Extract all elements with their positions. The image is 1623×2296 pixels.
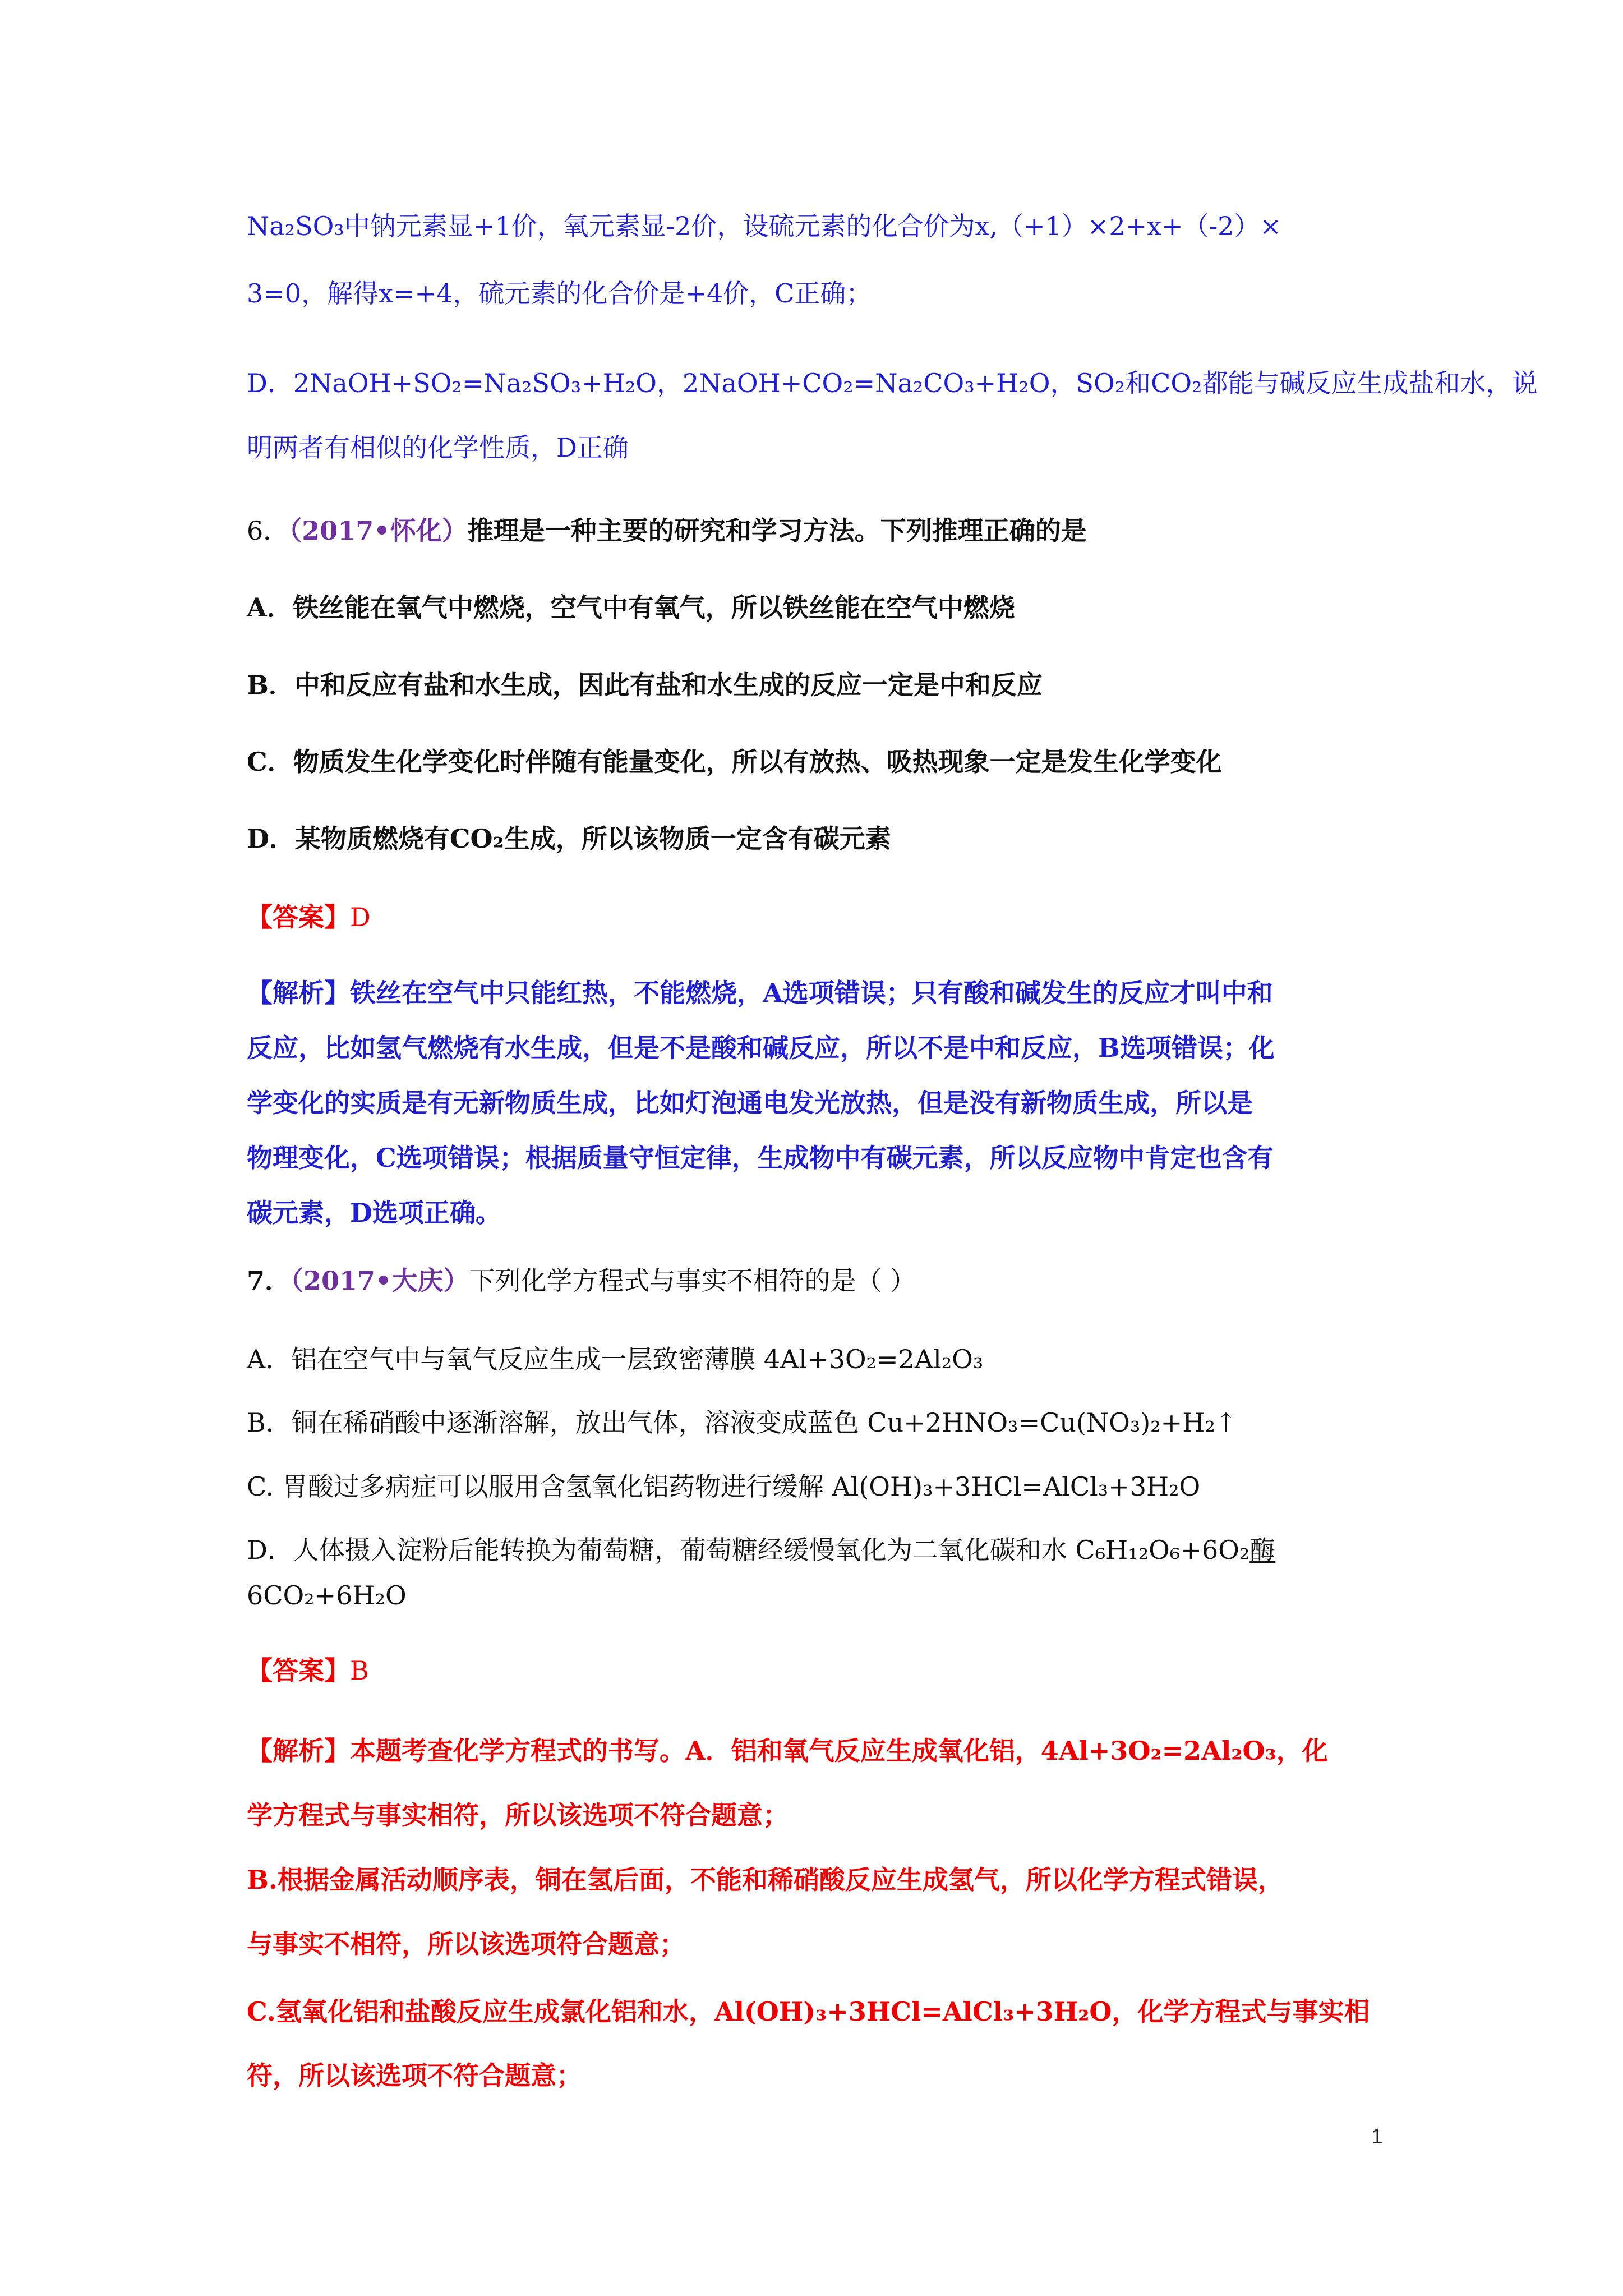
text: 铁丝在空气中只能红热，不能燃烧，A选项错误；只有酸和碱发生的反应才叫中和: [350, 978, 1273, 1008]
text: A．铁丝能在氧气中燃烧，空气中有氧气，所以铁丝能在空气中燃烧: [247, 592, 1015, 623]
option-b: [247, 669, 1396, 701]
analysis-7: [247, 1735, 1396, 1766]
option-d: [247, 1534, 1396, 1566]
analysis-label: 【解析】: [247, 978, 350, 1008]
text: A．铝在空气中与氧气反应生成一层致密薄膜 4Al+3O₂=2Al₂O₃: [247, 1344, 984, 1374]
text: B．铜在稀硝酸中逐渐溶解，放出气体，溶液变成蓝色 Cu+2HNO₃=Cu(NO₃)₂+H₂↑: [247, 1407, 1237, 1438]
text: 物理变化，C选项错误；根据质量守恒定律，生成物中有碳元素，所以反应物中肯定也含有: [247, 1143, 1274, 1173]
question-text: 推理是一种主要的研究和学习方法。下列推理正确的是: [467, 516, 1087, 546]
question-number: 7．: [247, 1266, 291, 1296]
text: 与事实不相符，所以该选项符合题意；: [247, 1929, 685, 1959]
option-b: [247, 1407, 1396, 1438]
solution-line: [247, 278, 1396, 309]
question-source: （2017•怀化）: [289, 516, 468, 546]
answer-label: 【答案】: [247, 1655, 350, 1686]
text: 学变化的实质是有无新物质生成，比如灯泡通电发光放热，但是没有新物质生成，所以是: [247, 1088, 1253, 1118]
text: 反应，比如氢气燃烧有水生成，但是不是酸和碱反应，所以不是中和反应，B选项错误；化: [247, 1033, 1275, 1063]
analysis-6: [247, 977, 1396, 1009]
text: 本题考查化学方程式的书写。A．铝和氧气反应生成氧化铝，4Al+3O₂=2Al₂O₃，化: [350, 1736, 1328, 1766]
text: D．人体摄入淀粉后能转换为葡萄糖，葡萄糖经缓慢氧化为二氧化碳和水 C₆H₁₂O₆+6O₂: [247, 1535, 1250, 1565]
question-7-stem: [247, 1265, 1396, 1296]
text: C. 胃酸过多病症可以服用含氢氧化铝药物进行缓解 Al(OH)₃+3HCl=AlCl₃+3H₂O: [247, 1471, 1201, 1502]
question-text: 下列化学方程式与事实不相符的是（ ）: [469, 1266, 916, 1296]
text: 学方程式与事实相符，所以该选项不符合题意；: [247, 1800, 789, 1830]
option-c: [247, 1471, 1396, 1502]
text: 明两者有相似的化学性质，D正确: [247, 432, 629, 463]
analysis-7-line: [247, 1864, 1396, 1895]
answer-value: B: [350, 1655, 369, 1686]
solution-line: [247, 367, 1538, 399]
text: C.氢氧化铝和盐酸反应生成氯化铝和水，Al(OH)₃+3HCl=AlCl₃+3H₂O，化学方程式与事实相: [247, 1996, 1370, 2027]
option-d-cont: [247, 1580, 1396, 1611]
option-a: [247, 1343, 1396, 1375]
page-number: 1: [1371, 2125, 1384, 2148]
analysis-6-line: [247, 1087, 1396, 1119]
analysis-label: 【解析】: [247, 1736, 350, 1766]
solution-line: [247, 432, 1396, 463]
text: C．物质发生化学变化时伴随有能量变化，所以有放热、吸热现象一定是发生化学变化: [247, 747, 1222, 777]
analysis-7-line: [247, 1800, 1396, 1831]
text: D．某物质燃烧有CO₂生成，所以该物质一定含有碳元素: [247, 823, 891, 854]
option-d: [247, 823, 1396, 854]
text: 符，所以该选项不符合题意；: [247, 2060, 582, 2091]
option-c: [247, 746, 1396, 777]
text: 3=0，解得x=+4，硫元素的化合价是+4价，C正确；: [247, 278, 872, 309]
enzyme-condition: 酶: [1249, 1535, 1276, 1565]
option-a: [247, 592, 1396, 623]
question-number: 6．: [247, 516, 289, 546]
answer-6: [247, 901, 1396, 933]
analysis-7-line: [247, 1996, 1396, 2027]
question-6-stem: [247, 515, 1396, 546]
answer-label: 【答案】: [247, 902, 350, 932]
question-source: （2017•大庆）: [291, 1266, 469, 1296]
analysis-7-line: [247, 2060, 1396, 2091]
analysis-6-line: [247, 1142, 1396, 1174]
analysis-6-line: [247, 1032, 1396, 1064]
answer-7: [247, 1655, 1396, 1686]
text: B.根据金属活动顺序表，铜在氢后面，不能和稀硝酸反应生成氢气，所以化学方程式错误，: [247, 1865, 1284, 1895]
text: D．2NaOH+SO₂=Na₂SO₃+H₂O，2NaOH+CO₂=Na₂CO₃+H₂O，SO₂和CO₂都能与碱反应生成盐和水，说: [247, 368, 1538, 398]
text: Na₂SO₃中钠元素显+1价，氧元素显-2价，设硫元素的化合价为x,（+1）×2+x+（-2）×: [247, 211, 1281, 241]
text: 碳元素，D选项正确。: [247, 1198, 501, 1228]
solution-line: [247, 210, 1396, 242]
text: 6CO₂+6H₂O: [247, 1580, 407, 1611]
text: B．中和反应有盐和水生成，因此有盐和水生成的反应一定是中和反应: [247, 670, 1043, 700]
analysis-6-line: [247, 1197, 1396, 1228]
answer-value: D: [350, 902, 371, 932]
analysis-7-line: [247, 1929, 1396, 1960]
